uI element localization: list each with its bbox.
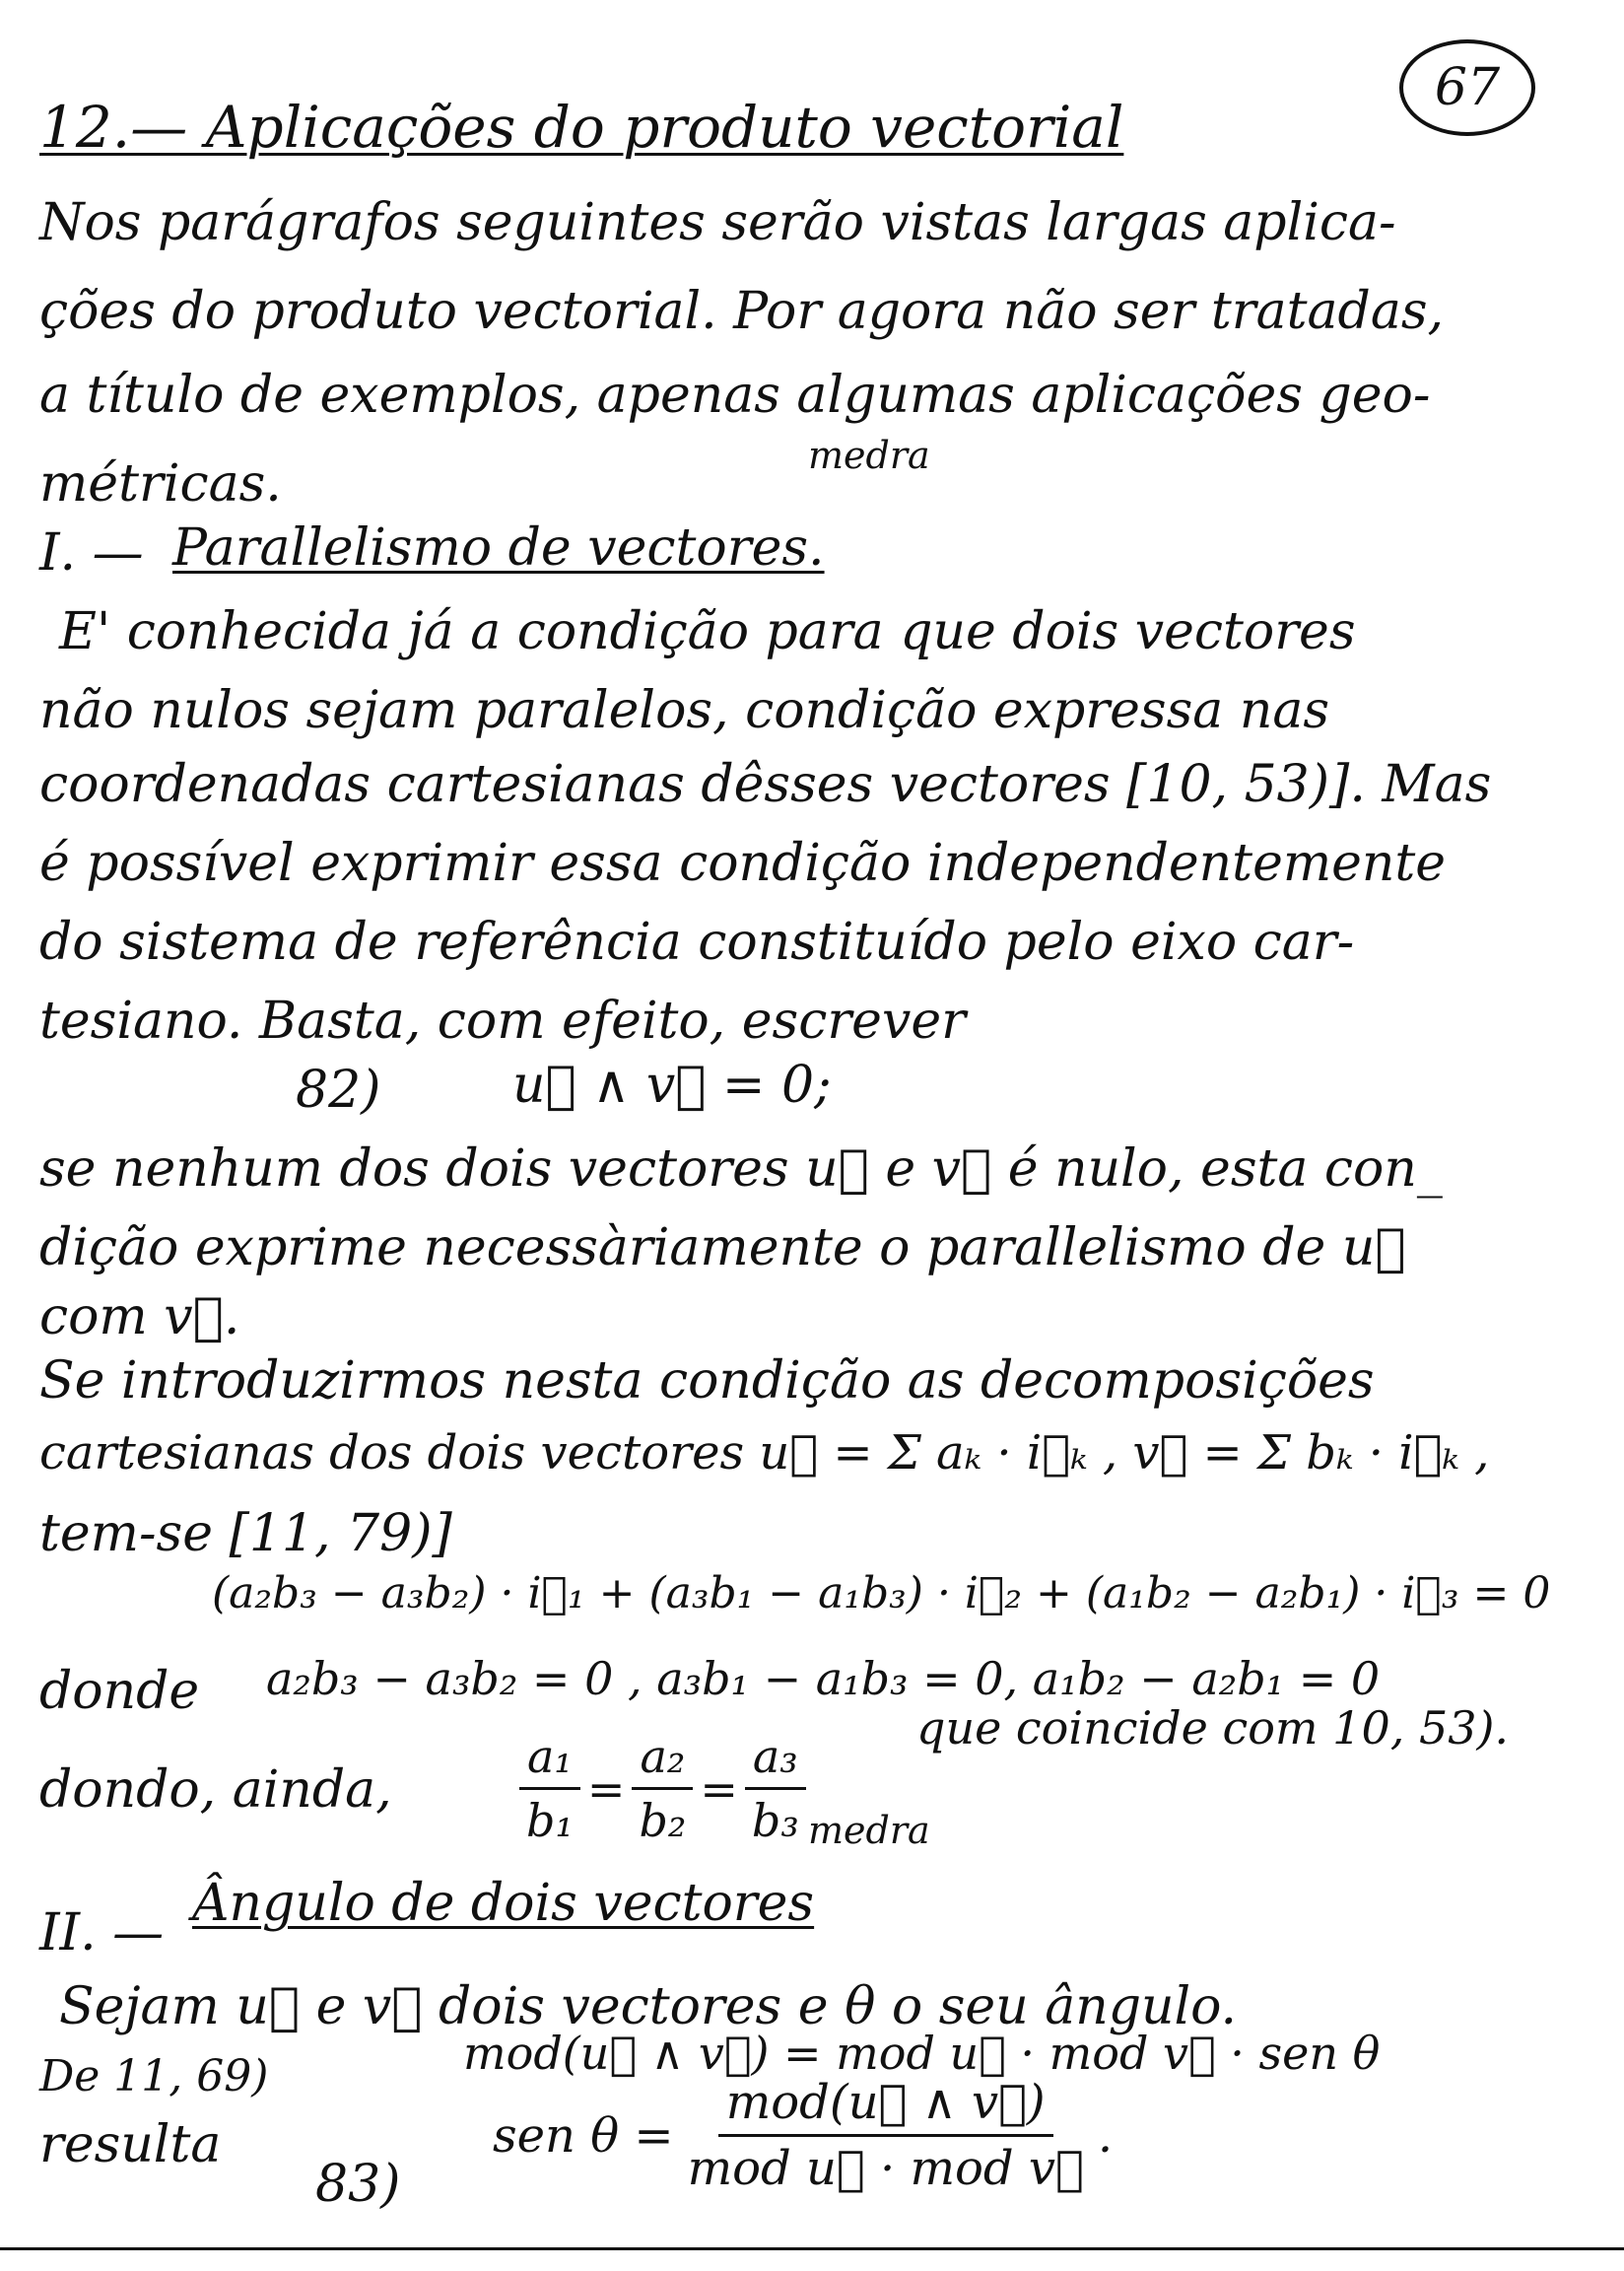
equation-83-lhs: sen θ =	[493, 2107, 674, 2164]
section-2-line: Sejam u⃗ e v⃗ dois vectores e θ o seu ângulo.	[59, 1977, 1238, 2036]
resulta-label: resulta	[39, 2115, 222, 2174]
section-1-line: tem-se [11, 79)]	[39, 1504, 452, 1563]
section-2-ref: De 11, 69)	[39, 2051, 269, 2101]
margin-annotation: medra	[808, 1809, 930, 1852]
section-1-line: dição exprime necessàriamente o parallelismo de u⃗	[39, 1218, 1406, 1277]
section-2-heading: Ângulo de dois vectores	[192, 1874, 815, 1933]
fraction-2: $\frac{\text{a₂}}{\text{b₂}}$	[631, 1730, 694, 1847]
equation-82-label: 82)	[296, 1061, 381, 1120]
section-1-line: Se introduzirmos nesta condição as decomposições	[39, 1351, 1375, 1411]
section-1-line: E' conhecida já a condição para que dois vectores	[59, 602, 1356, 661]
section-1-line: se nenhum dos dois vectores u⃗ e v⃗ é nulo, esta con_	[39, 1139, 1443, 1199]
donde-label: donde	[39, 1662, 200, 1721]
intro-line-1: Nos parágrafos seguintes serão vistas largas aplica-	[39, 193, 1396, 252]
equation-82: u⃗ ∧ v⃗ = 0;	[512, 1056, 832, 1115]
page-number	[1399, 39, 1535, 136]
section-1-line: cartesianas dos dois vectores u⃗ = Σ aₖ · i⃗ₖ , v⃗ = Σ bₖ · i⃗ₖ ,	[39, 1425, 1490, 1480]
intro-line-3: a título de exemplos, apenas algumas aplicações geo-	[39, 366, 1431, 425]
section-1-number: I. —	[39, 523, 144, 583]
equation-83	[493, 2075, 1113, 2196]
section-1-line: coordenadas cartesianas dêsses vectores [10, 53)]. Mas	[39, 755, 1492, 814]
ratio-equation: $\frac{\text{a₁}}{\text{b₁}}$ = $\frac{\text{a₂}}{\text{b₂}}$ = $\frac{\text{a₃}}{\text{b₃}}$	[512, 1730, 813, 1847]
section-1-heading: Parallelismo de vectores.	[172, 518, 825, 578]
section-1-line: não nulos sejam paralelos, condição expressa nas	[39, 681, 1330, 740]
intro-line-4: métricas.	[39, 454, 282, 514]
equation-b: a₂b₃ − a₃b₂ = 0 , a₃b₁ − a₁b₃ = 0, a₁b₂ − a₂b₁ = 0	[266, 1652, 1381, 1705]
section-1-line: é possível exprimir essa condição independentemente	[39, 834, 1447, 893]
section-1-line: do sistema de referência constituído pelo eixo car-	[39, 913, 1355, 972]
section-1-line: com v⃗.	[39, 1287, 240, 1346]
donde-ainda: dondo, ainda,	[39, 1760, 392, 1820]
margin-annotation: medra	[808, 434, 930, 477]
equation-83-label: 83)	[315, 2155, 401, 2214]
intro-line-2: ções do produto vectorial. Por agora não ser tratadas,	[39, 282, 1445, 341]
section-1-line: tesiano. Basta, com efeito, escrever	[39, 992, 966, 1051]
fraction-1: $\frac{\text{a₁}}{\text{b₁}}$	[518, 1730, 581, 1847]
section-2-number: II. —	[39, 1903, 165, 1962]
equation-b-note: que coincide com 10, 53).	[916, 1701, 1510, 1755]
fraction-3: $\frac{\text{a₃}}{\text{b₃}}$	[744, 1730, 807, 1847]
section-2-equation: mod(u⃗ ∧ v⃗) = mod u⃗ · mod v⃗ · sen θ	[463, 2027, 1381, 2080]
equation-a: (a₂b₃ − a₃b₂) · i⃗₁ + (a₃b₁ − a₁b₃) · i⃗₂ + (a₁b₂ − a₂b₁) · i⃗₃ = 0	[212, 1568, 1551, 1618]
equation-83-end: .	[1097, 2107, 1114, 2164]
page-title: 12.— Aplicações do produto vectorial	[39, 94, 1124, 161]
page-number-text: 67	[1434, 58, 1501, 117]
equation-83-fraction: $\frac{\text{mod(u⃗ ∧ v⃗)}}{\text{mod u⃗ · mod v⃗}}$	[687, 2075, 1084, 2196]
bottom-rule	[0, 2247, 1624, 2250]
